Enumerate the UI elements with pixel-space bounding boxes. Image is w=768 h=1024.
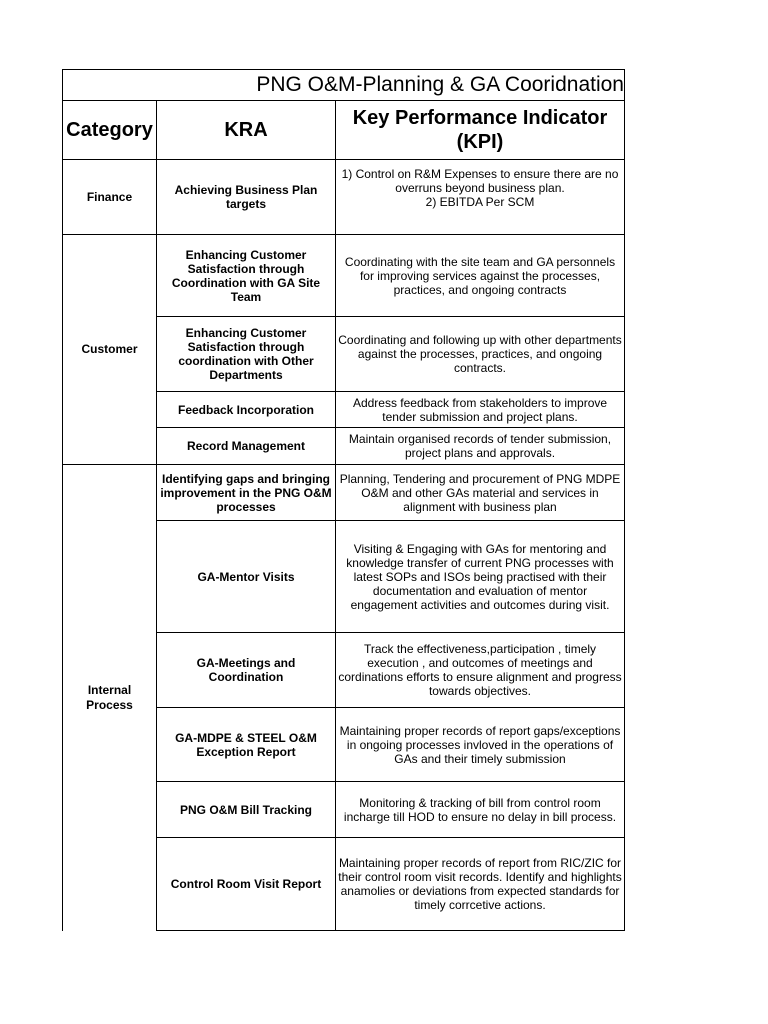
category-internal-line-2: Process (86, 697, 133, 712)
kra-cell: Enhancing Customer Satisfaction through coordination with Other Departments (157, 317, 336, 392)
kpi-line-2: 2) EBITDA Per SCM (425, 195, 535, 209)
title-row (63, 70, 625, 101)
category-finance: Finance (63, 160, 157, 235)
kra-cell: Enhancing Customer Satisfaction through Coordination with GA Site Team (157, 235, 336, 317)
kra-cell: PNG O&M Bill Tracking (157, 782, 336, 838)
category-customer: Customer (63, 235, 157, 465)
kpi-line-1: 1) Control on R&M Expenses to ensure there are no overruns beyond business plan. (341, 167, 619, 195)
header-row (63, 101, 625, 160)
kra-cell: Feedback Incorporation (157, 392, 336, 428)
kra-kpi-sheet (62, 69, 624, 931)
sheet-title (63, 70, 625, 101)
kpi-cell: Maintaining proper records of report from RIC/ZIC for their control room visit records. Identify and highlights anamolies or deviations from expected standards for timely corrcetive actions. (336, 838, 625, 931)
kra-cell: GA-Meetings and Coordination (157, 633, 336, 708)
kpi-cell: Address feedback from stakeholders to improve tender submission and project plans. (336, 392, 625, 428)
kpi-cell (336, 160, 625, 235)
category-internal-process (63, 465, 157, 931)
kra-cell: GA-MDPE & STEEL O&M Exception Report (157, 708, 336, 782)
kpi-cell: Maintain organised records of tender submission, project plans and approvals. (336, 428, 625, 465)
kra-cell: Control Room Visit Report (157, 838, 336, 931)
header-category: Category (63, 101, 157, 160)
kra-kpi-table (62, 69, 625, 931)
kra-cell: Achieving Business Plan targets (157, 160, 336, 235)
table-row (63, 160, 625, 235)
kra-cell: Record Management (157, 428, 336, 465)
header-kra: KRA (157, 101, 336, 160)
kpi-cell: Maintaining proper records of report gaps/exceptions in ongoing processes invloved in the operations of GAs and their timely submission (336, 708, 625, 782)
table-row (63, 465, 625, 521)
category-internal-line-1: Internal (87, 682, 132, 697)
kpi-cell: Planning, Tendering and procurement of PNG MDPE O&M and other GAs material and services in alignment with business plan (336, 465, 625, 521)
kpi-cell: Monitoring & tracking of bill from control room incharge till HOD to ensure no delay in bill process. (336, 782, 625, 838)
kra-cell: GA-Mentor Visits (157, 521, 336, 633)
kpi-cell: Coordinating and following up with other departments against the processes, practices, and ongoing contracts. (336, 317, 625, 392)
table-row (63, 235, 625, 317)
kpi-cell: Coordinating with the site team and GA personnels for improving services against the processes, practices, and ongoing contracts (336, 235, 625, 317)
header-kpi: Key Performance Indicator (KPI) (336, 101, 625, 160)
kpi-cell: Visiting & Engaging with GAs for mentoring and knowledge transfer of current PNG processes with latest SOPs and ISOs being practised with their documentation and evaluation of mentor engagement activities and outcomes during visit. (336, 521, 625, 633)
kpi-cell: Track the effectiveness,participation , timely execution , and outcomes of meetings and cordinations efforts to ensure alignment and progress towards objectives. (336, 633, 625, 708)
kra-cell: Identifying gaps and bringing improvement in the PNG O&M processes (157, 465, 336, 521)
sheet-title-text: PNG O&M-Planning & GA Cooridnation (256, 73, 624, 96)
